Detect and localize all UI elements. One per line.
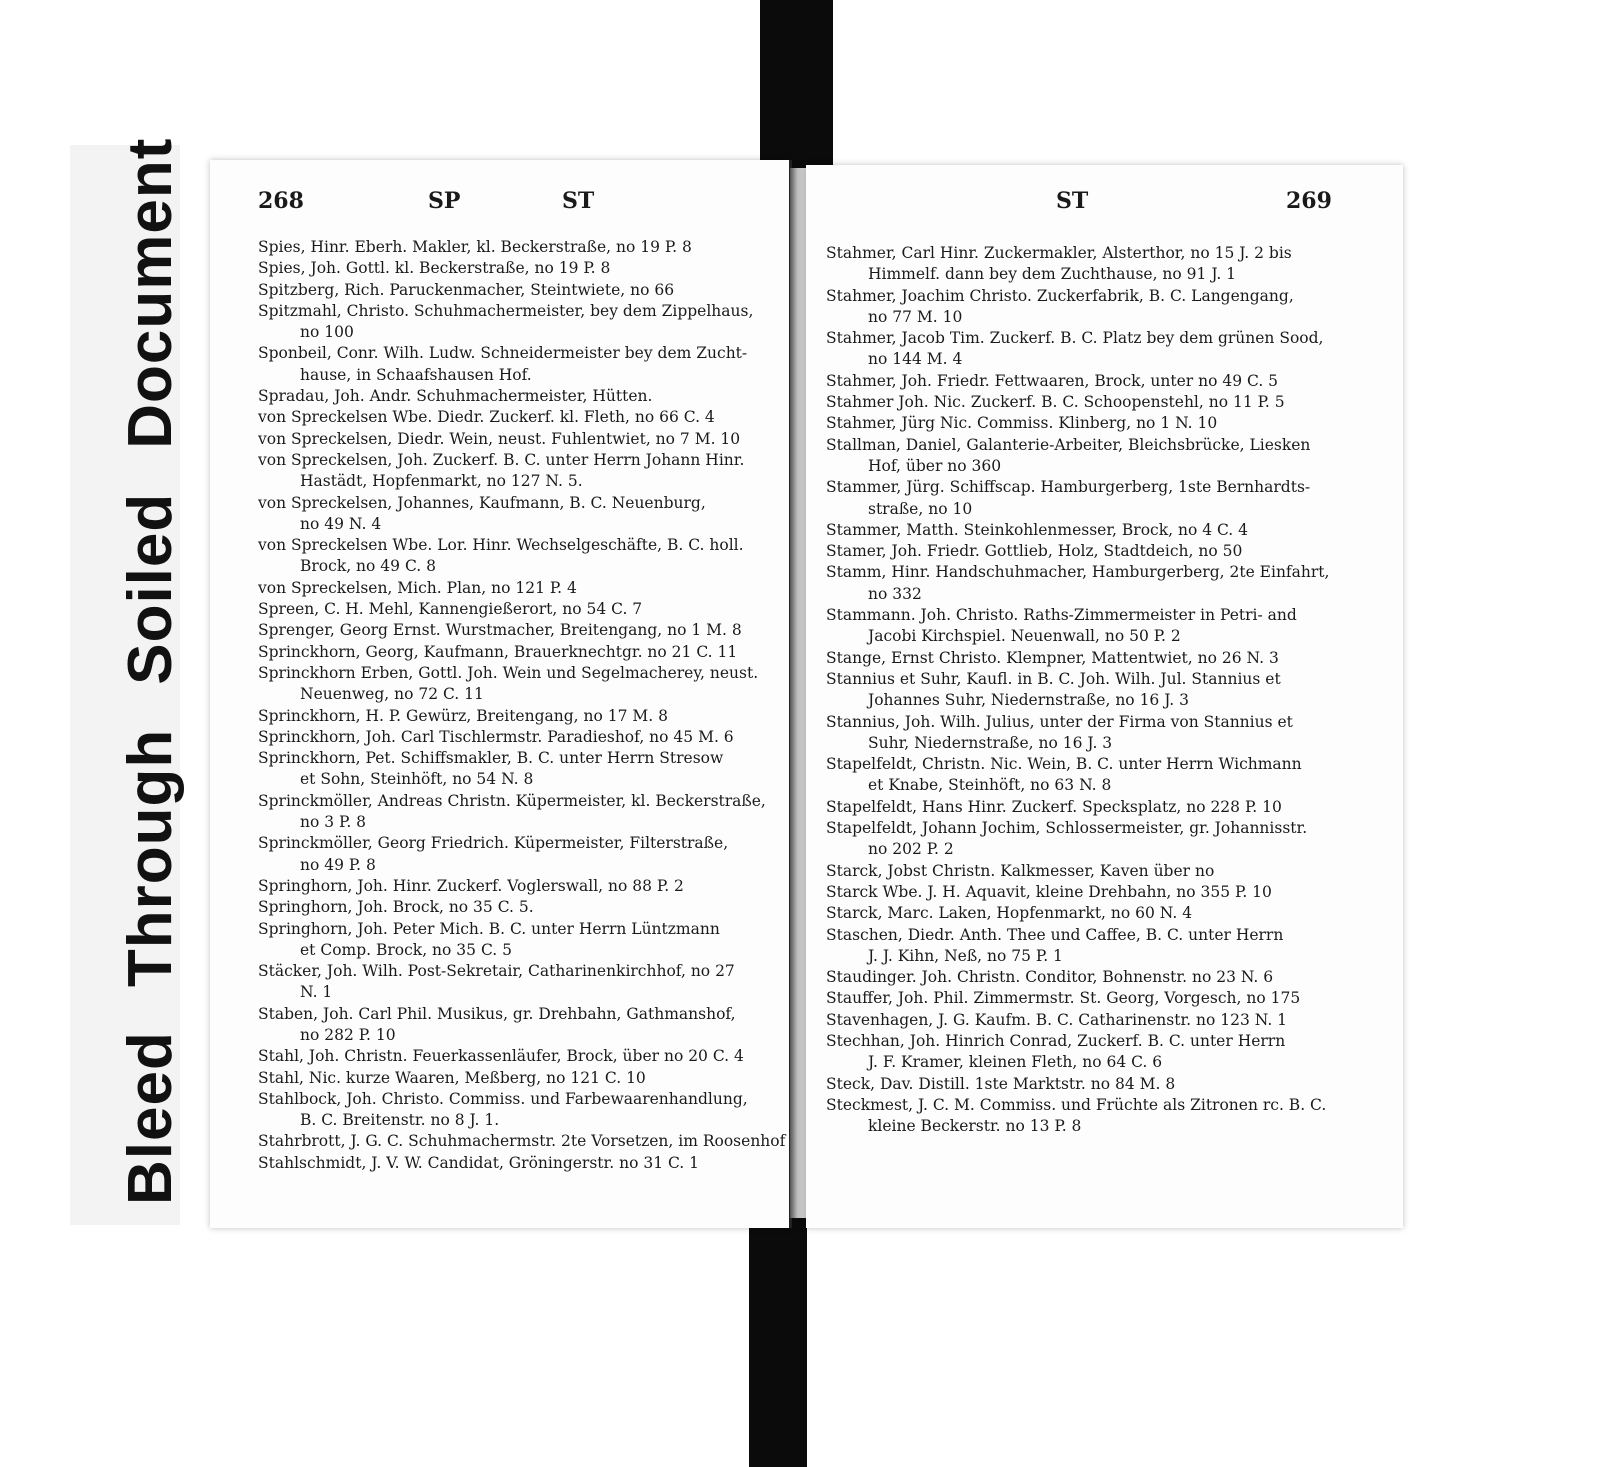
directory-entry xyxy=(258,280,788,301)
entry-line: Stammann. Joh. Christo. Raths-Zimmermeister in Petri- and xyxy=(826,606,1297,625)
entry-line: Stahl, Nic. kurze Waaren, Meßberg, no 121 C. 10 xyxy=(258,1068,646,1087)
directory-entry xyxy=(258,578,788,599)
entry-line: Stauffer, Joh. Phil. Zimmermstr. St. Georg, Vorgesch, no 175 xyxy=(826,989,1301,1008)
entry-continuation-line: no 49 P. 8 xyxy=(300,855,376,874)
entry-line: Steck, Dav. Distill. 1ste Marktstr. no 84 M. 8 xyxy=(826,1074,1176,1093)
side-label-word: Document xyxy=(116,137,185,449)
directory-entry xyxy=(826,392,1398,413)
entry-continuation-line: no 49 N. 4 xyxy=(300,514,382,533)
entry-continuation-line: no 282 P. 10 xyxy=(300,1025,396,1044)
entry-line: Spreen, C. H. Mehl, Kannengießerort, no 54 C. 7 xyxy=(258,600,643,619)
directory-entry xyxy=(826,435,1398,478)
directory-entry xyxy=(826,648,1398,669)
entry-line: Stahmer, Jürg Nic. Commiss. Klinberg, no 1 N. 10 xyxy=(826,414,1218,433)
entry-line: von Spreckelsen, Johannes, Kaufmann, B. C. Neuenburg, xyxy=(258,493,706,512)
entry-line: Stäcker, Joh. Wilh. Post-Sekretair, Catharinenkirchhof, no 27 xyxy=(258,962,735,981)
running-header: ST xyxy=(1056,188,1089,214)
entry-continuation-line: J. J. Kihn, Neß, no 75 P. 1 xyxy=(868,946,1063,965)
directory-entry xyxy=(826,243,1398,286)
directory-entry xyxy=(258,897,788,918)
entry-line: Starck, Jobst Christn. Kalkmesser, Kaven über no xyxy=(826,861,1215,880)
directory-entry xyxy=(826,413,1398,434)
directory-entry xyxy=(826,925,1398,968)
entry-list xyxy=(258,237,788,1174)
entry-continuation-line: no 3 P. 8 xyxy=(300,813,367,832)
directory-entry xyxy=(826,967,1398,988)
entry-line: Spies, Hinr. Eberh. Makler, kl. Beckerstraße, no 19 P. 8 xyxy=(258,238,692,256)
directory-entry xyxy=(826,754,1398,797)
binding-strip-top xyxy=(760,0,833,168)
entry-continuation-line: Hof, über no 360 xyxy=(868,456,1002,475)
entry-line: Stamm, Hinr. Handschuhmacher, Hamburgerberg, 2te Einfahrt, xyxy=(826,563,1330,582)
directory-entry xyxy=(258,301,788,344)
entry-line: Starck, Marc. Laken, Hopfenmarkt, no 60 N. 4 xyxy=(826,904,1193,923)
directory-entry xyxy=(826,797,1398,818)
entry-line: Stamer, Joh. Friedr. Gottlieb, Holz, Stadtdeich, no 50 xyxy=(826,542,1243,561)
entry-continuation-line: Johannes Suhr, Niedernstraße, no 16 J. 3 xyxy=(868,691,1189,710)
directory-entry xyxy=(258,450,788,493)
directory-entry xyxy=(258,876,788,897)
directory-entry xyxy=(258,1131,788,1152)
directory-entry xyxy=(258,663,788,706)
directory-entry xyxy=(258,429,788,450)
entry-line: Stapelfeldt, Johann Jochim, Schlossermeister, gr. Johannisstr. xyxy=(826,819,1308,838)
entry-line: Stammer, Matth. Steinkohlenmesser, Brock, no 4 C. 4 xyxy=(826,520,1249,539)
entry-continuation-line: et Knabe, Steinhöft, no 63 N. 8 xyxy=(868,776,1112,795)
entry-line: Staudinger. Joh. Christn. Conditor, Bohnenstr. no 23 N. 6 xyxy=(826,968,1274,987)
directory-entry xyxy=(258,343,788,386)
directory-entry xyxy=(258,1046,788,1067)
entry-line: Sprinckmöller, Andreas Christn. Küpermeister, kl. Beckerstraße, xyxy=(258,791,766,810)
directory-entry xyxy=(258,919,788,962)
entry-line: Stahlschmidt, J. V. W. Candidat, Gröningerstr. no 31 C. 1 xyxy=(258,1153,700,1172)
entry-continuation-line: no 100 xyxy=(300,323,354,342)
entry-line: von Spreckelsen, Joh. Zuckerf. B. C. unter Herrn Johann Hinr. xyxy=(258,450,745,469)
entry-line: Sprenger, Georg Ernst. Wurstmacher, Breitengang, no 1 M. 8 xyxy=(258,621,742,640)
entry-line: Stange, Ernst Christo. Klempner, Mattentwiet, no 26 N. 3 xyxy=(826,648,1279,667)
directory-entry xyxy=(258,535,788,578)
side-label-word: Through xyxy=(116,728,185,988)
entry-line: von Spreckelsen Wbe. Diedr. Zuckerf. kl. Fleth, no 66 C. 4 xyxy=(258,408,715,427)
directory-entry xyxy=(826,1095,1398,1138)
entry-line: Stapelfeldt, Hans Hinr. Zuckerf. Specksplatz, no 228 P. 10 xyxy=(826,797,1282,816)
entry-line: von Spreckelsen, Mich. Plan, no 121 P. 4 xyxy=(258,578,577,597)
directory-entry xyxy=(826,882,1398,903)
directory-entry xyxy=(258,493,788,536)
entry-line: Stapelfeldt, Christn. Nic. Wein, B. C. unter Herrn Wichmann xyxy=(826,755,1302,774)
entry-line: Springhorn, Joh. Brock, no 35 C. 5. xyxy=(258,898,534,917)
directory-entry xyxy=(258,599,788,620)
entry-line: Stavenhagen, J. G. Kaufm. B. C. Catharinenstr. no 123 N. 1 xyxy=(826,1010,1288,1029)
side-label-word: Soiled xyxy=(116,492,185,685)
directory-entry xyxy=(826,562,1398,605)
entry-continuation-line: kleine Beckerstr. no 13 P. 8 xyxy=(868,1117,1082,1136)
entry-continuation-line: no 144 M. 4 xyxy=(868,350,963,369)
directory-entry xyxy=(258,237,788,258)
directory-entry xyxy=(826,988,1398,1009)
entry-line: Sprinckhorn, Pet. Schiffsmakler, B. C. unter Herrn Stresow xyxy=(258,749,724,768)
entry-continuation-line: Jacobi Kirchspiel. Neuenwall, no 50 P. 2 xyxy=(868,627,1181,646)
entry-line: Sponbeil, Conr. Wilh. Ludw. Schneidermeister bey dem Zucht- xyxy=(258,344,748,363)
entry-continuation-line: J. F. Kramer, kleinen Fleth, no 64 C. 6 xyxy=(868,1053,1163,1072)
directory-entry xyxy=(258,386,788,407)
entry-line: Stannius et Suhr, Kaufl. in B. C. Joh. Wilh. Jul. Stannius et xyxy=(826,669,1281,688)
right-page xyxy=(806,165,1403,1228)
entry-line: Sprinckhorn, Georg, Kaufmann, Brauerknechtgr. no 21 C. 11 xyxy=(258,642,738,661)
directory-entry xyxy=(258,706,788,727)
directory-entry xyxy=(258,1068,788,1089)
directory-entry xyxy=(258,1004,788,1047)
entry-continuation-line: no 202 P. 2 xyxy=(868,840,954,859)
entry-line: Stahmer, Joh. Friedr. Fettwaaren, Brock, unter no 49 C. 5 xyxy=(826,371,1279,390)
directory-entry xyxy=(826,1031,1398,1074)
directory-entry xyxy=(826,371,1398,392)
entry-line: Stahmer Joh. Nic. Zuckerf. B. C. Schoopenstehl, no 11 P. 5 xyxy=(826,393,1285,412)
entry-line: Stahrbrott, J. G. C. Schuhmachermstr. 2te Vorsetzen, im Roosenhof xyxy=(258,1132,786,1151)
directory-entry xyxy=(258,620,788,641)
directory-entry xyxy=(826,712,1398,755)
entry-continuation-line: Suhr, Niedernstraße, no 16 J. 3 xyxy=(868,733,1113,752)
left-page xyxy=(210,160,792,1228)
entry-line: Stannius, Joh. Wilh. Julius, unter der Firma von Stannius et xyxy=(826,712,1293,731)
entry-line: Stahlbock, Joh. Christo. Commiss. und Farbewaarenhandlung, xyxy=(258,1089,748,1108)
running-header: ST xyxy=(562,188,595,214)
entry-list xyxy=(826,243,1398,1137)
directory-entry xyxy=(826,541,1398,562)
directory-entry xyxy=(826,605,1398,648)
entry-line: Stahmer, Carl Hinr. Zuckermakler, Alsterthor, no 15 J. 2 bis xyxy=(826,244,1292,262)
side-label-word: Bleed xyxy=(116,1031,185,1205)
directory-entry xyxy=(258,642,788,663)
directory-entry xyxy=(826,477,1398,520)
entry-line: von Spreckelsen Wbe. Lor. Hinr. Wechselgeschäfte, B. C. holl. xyxy=(258,536,744,555)
entry-continuation-line: hause, in Schaafshausen Hof. xyxy=(300,365,532,384)
entry-continuation-line: straße, no 10 xyxy=(868,499,973,518)
directory-entry xyxy=(826,286,1398,329)
directory-entry xyxy=(258,727,788,748)
entry-line: Stallman, Daniel, Galanterie-Arbeiter, Bleichsbrücke, Liesken xyxy=(826,435,1311,454)
directory-entry xyxy=(258,1089,788,1132)
directory-entry xyxy=(258,791,788,834)
running-header: SP xyxy=(428,188,461,214)
entry-line: Sprinckmöller, Georg Friedrich. Küpermeister, Filterstraße, xyxy=(258,834,729,853)
entry-line: Stechhan, Joh. Hinrich Conrad, Zuckerf. B. C. unter Herrn xyxy=(826,1031,1286,1050)
entry-line: Sprinckhorn, H. P. Gewürz, Breitengang, no 17 M. 8 xyxy=(258,706,668,725)
directory-entry xyxy=(258,407,788,428)
entry-line: Spies, Joh. Gottl. kl. Beckerstraße, no 19 P. 8 xyxy=(258,259,611,278)
directory-entry xyxy=(258,833,788,876)
entry-line: Spradau, Joh. Andr. Schuhmachermeister, Hütten. xyxy=(258,387,653,406)
entry-line: Stahmer, Joachim Christo. Zuckerfabrik, B. C. Langengang, xyxy=(826,286,1294,305)
directory-entry xyxy=(258,258,788,279)
directory-entry xyxy=(826,669,1398,712)
entry-line: Sprinckhorn, Joh. Carl Tischlermstr. Paradieshof, no 45 M. 6 xyxy=(258,727,734,746)
entry-continuation-line: Brock, no 49 C. 8 xyxy=(300,557,436,576)
directory-entry xyxy=(258,961,788,1004)
directory-entry xyxy=(258,1153,788,1174)
entry-line: Stammer, Jürg. Schiffscap. Hamburgerberg, 1ste Bernhardts- xyxy=(826,478,1311,497)
entry-line: Sprinckhorn Erben, Gottl. Joh. Wein und Segelmacherey, neust. xyxy=(258,663,759,682)
entry-line: Staben, Joh. Carl Phil. Musikus, gr. Drehbahn, Gathmanshof, xyxy=(258,1004,736,1023)
entry-line: Spitzmahl, Christo. Schuhmachermeister, bey dem Zippelhaus, xyxy=(258,301,754,320)
page-number: 268 xyxy=(258,188,304,214)
entry-continuation-line: Himmelf. dann bey dem Zuchthause, no 91 J. 1 xyxy=(868,265,1237,284)
entry-continuation-line: et Comp. Brock, no 35 C. 5 xyxy=(300,940,512,959)
directory-entry xyxy=(826,1074,1398,1095)
entry-continuation-line: no 77 M. 10 xyxy=(868,307,963,326)
entry-continuation-line: B. C. Breitenstr. no 8 J. 1. xyxy=(300,1111,500,1130)
directory-entry xyxy=(826,520,1398,541)
page-number: 269 xyxy=(1286,188,1332,214)
directory-entry xyxy=(826,903,1398,924)
side-label-text xyxy=(115,138,186,1205)
directory-entry xyxy=(258,748,788,791)
entry-continuation-line: Hastädt, Hopfenmarkt, no 127 N. 5. xyxy=(300,472,583,491)
entry-line: Staschen, Diedr. Anth. Thee und Caffee, B. C. unter Herrn xyxy=(826,925,1284,944)
entry-line: Starck Wbe. J. H. Aquavit, kleine Drehbahn, no 355 P. 10 xyxy=(826,882,1272,901)
entry-continuation-line: Neuenweg, no 72 C. 11 xyxy=(300,685,484,704)
entry-line: Springhorn, Joh. Peter Mich. B. C. unter Herrn Lüntzmann xyxy=(258,919,720,938)
directory-entry xyxy=(826,818,1398,861)
directory-entry xyxy=(826,861,1398,882)
directory-entry xyxy=(826,1010,1398,1031)
binding-strip-bottom xyxy=(749,1218,807,1467)
entry-line: Stahmer, Jacob Tim. Zuckerf. B. C. Platz bey dem grünen Sood, xyxy=(826,329,1324,348)
entry-line: Steckmest, J. C. M. Commiss. und Früchte als Zitronen rc. B. C. xyxy=(826,1095,1327,1114)
directory-entry xyxy=(826,328,1398,371)
entry-continuation-line: N. 1 xyxy=(300,983,333,1002)
entry-continuation-line: no 332 xyxy=(868,584,922,603)
entry-line: von Spreckelsen, Diedr. Wein, neust. Fuhlentwiet, no 7 M. 10 xyxy=(258,429,741,448)
entry-line: Stahl, Joh. Christn. Feuerkassenläufer, Brock, über no 20 C. 4 xyxy=(258,1047,744,1066)
entry-continuation-line: et Sohn, Steinhöft, no 54 N. 8 xyxy=(300,770,534,789)
entry-line: Springhorn, Joh. Hinr. Zuckerf. Voglerswall, no 88 P. 2 xyxy=(258,876,684,895)
entry-line: Spitzberg, Rich. Paruckenmacher, Steintwiete, no 66 xyxy=(258,280,675,299)
